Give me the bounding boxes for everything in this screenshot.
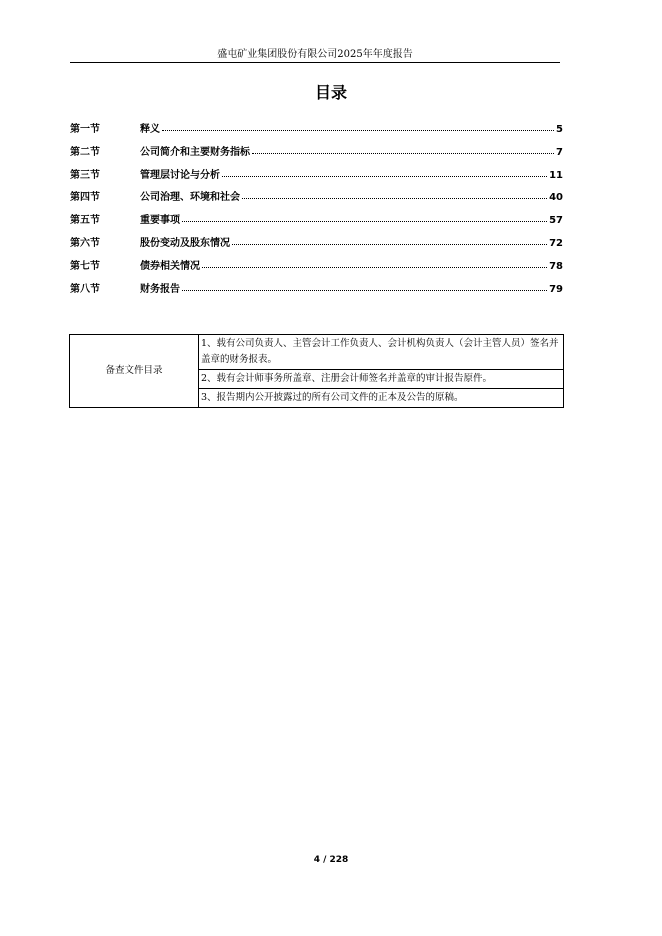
toc-page-number: 11 [549, 169, 563, 181]
toc-section-number: 第一节 [70, 124, 100, 135]
toc-leader-dots [252, 145, 554, 154]
toc-row[interactable] [70, 257, 563, 280]
toc-leader-dots [222, 168, 547, 177]
toc-page-number: 72 [549, 237, 563, 249]
toc-row[interactable] [70, 166, 563, 189]
toc-page-number: 79 [549, 283, 563, 295]
toc-row[interactable] [70, 211, 563, 234]
toc-section-number: 第三节 [70, 169, 100, 181]
toc-leader-dots [242, 190, 547, 199]
page-number: 4 / 228 [313, 855, 349, 865]
toc-leader-dots [182, 282, 547, 291]
toc-leader-dots [202, 259, 547, 268]
table-of-contents [70, 120, 563, 302]
toc-section-title: 管理层讨论与分析 [140, 169, 220, 181]
toc-section-number: 第五节 [70, 215, 100, 227]
toc-page-number: 40 [549, 192, 563, 204]
toc-page-number: 7 [556, 146, 563, 158]
toc-section-title: 公司治理、环境和社会 [140, 192, 240, 204]
toc-page-number: 78 [549, 260, 563, 272]
toc-leader-dots [162, 122, 554, 131]
toc-row[interactable] [70, 188, 563, 211]
toc-row[interactable] [70, 120, 563, 143]
toc-row[interactable] [70, 143, 563, 166]
toc-section-number: 第六节 [70, 237, 100, 249]
toc-section-title: 公司简介和主要财务指标 [140, 146, 250, 158]
table-row [70, 335, 564, 370]
toc-section-title: 股份变动及股东情况 [140, 237, 230, 249]
page-header: 盛屯矿业集团股份有限公司2025年年度报告 [217, 49, 413, 60]
reference-docs-label: 备查文件目录 [70, 335, 199, 408]
toc-section-title: 重要事项 [140, 215, 180, 227]
toc-section-number: 第四节 [70, 192, 100, 204]
reference-doc-item: 1、载有公司负责人、主管会计工作负责人、会计机构负责人（会计主管人员）签名并盖章的财务报表。 [199, 335, 564, 370]
reference-documents-table [69, 334, 564, 408]
reference-doc-item: 3、报告期内公开披露过的所有公司文件的正本及公告的原稿。 [199, 389, 564, 408]
page-title: 目录 [314, 83, 347, 102]
toc-section-number: 第七节 [70, 260, 100, 272]
toc-section-number: 第八节 [70, 283, 100, 295]
toc-section-number: 第二节 [70, 146, 100, 158]
toc-leader-dots [182, 213, 547, 222]
toc-row[interactable] [70, 234, 563, 257]
toc-section-title: 财务报告 [140, 283, 180, 295]
toc-page-number: 5 [556, 124, 563, 135]
toc-section-title: 债券相关情况 [140, 260, 200, 272]
toc-section-title: 释义 [140, 124, 160, 135]
toc-leader-dots [232, 236, 547, 245]
header-divider [70, 62, 560, 63]
toc-page-number: 57 [549, 215, 563, 227]
toc-row[interactable] [70, 280, 563, 303]
reference-doc-item: 2、载有会计师事务所盖章、注册会计师签名并盖章的审计报告原件。 [199, 370, 564, 389]
